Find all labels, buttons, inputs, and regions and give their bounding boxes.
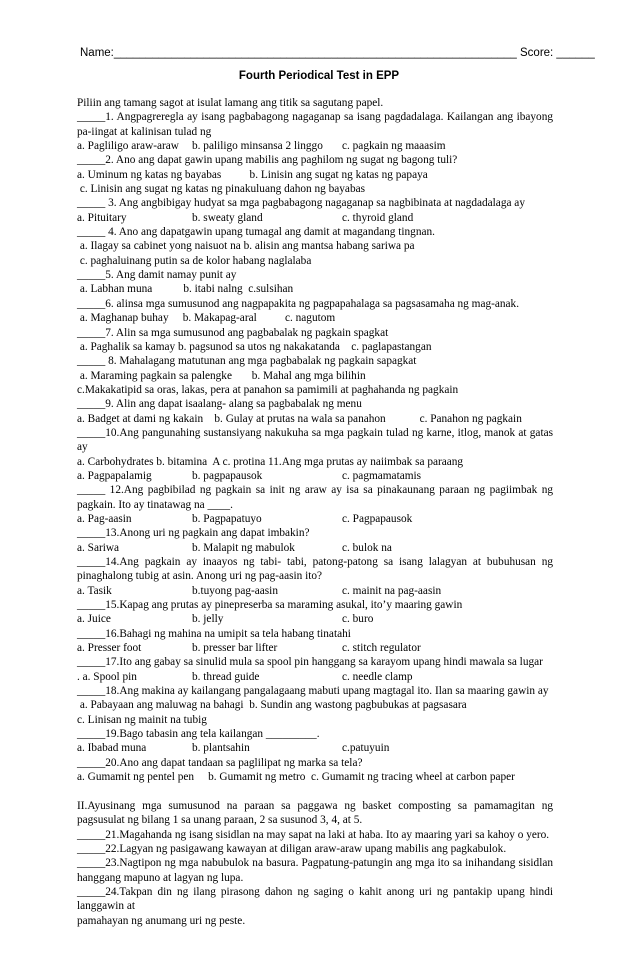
question-text: _____17.Ito ang gabay sa sinulid mula sa spool pin hanggang sa karayom upang hindi mawala sa lugar [77,656,543,669]
answer-options-line: a. Pabayaan ang maluwag na bahagi b. Sundin ang wastong pagbubukas at pagsasara [77,699,467,712]
answer-option: c. bulok na [342,541,392,554]
question-text: _____14.Ang pagkain ay inaayos ng tabi- tabi, patong-patong sa isang lalagyan at bubuhusan ng pinaghalong tubig at asin. Anong uri ng pag-aasin ito? [77,556,553,583]
ordering-item: pamahayan ng anumang uri ng peste. [77,914,246,927]
question-text: _____10.Ang pangunahing sustansiyang nakukuha sa mga pagkain tulad ng karne, itlog, manok at gatas ay [77,426,553,454]
ordering-item: _____23.Nagtipon ng mga nabubulok na basura. Pagpatung-patungin ang mga ito sa inihandang sisidlan hanggang mapuno at lagyan ng lupa. [77,857,553,884]
answer-options-line: a. Maraming pagkain sa palengke b. Mahal ang mga bilihin [77,369,366,382]
answer-option: c. buro [342,613,374,626]
answer-options [77,670,553,684]
answer-option: b.tuyong pag-aasin [192,584,278,597]
answer-options-line: c. Linisin ang sugat ng katas ng pinakuluang dahon ng bayabas [77,183,366,196]
answer-options-line: c. Linisan ng mainit na tubig [77,713,207,726]
question-text: _____2. Ano ang dapat gawin upang mabilis ang paghilom ng sugat ng bagong tuli? [77,154,458,167]
answer-option: c. mainit na pag-aasin [342,584,442,597]
answer-options [77,512,553,526]
answer-option: a. Juice [77,613,111,626]
answer-options [77,541,553,555]
instructions-part2: II.Ayusinang mga sumusunod na paraan sa paggawa ng basket composting sa pamamagitan ng pagsusulat ng bilang 1 sa unang paraan, 2 sa susunod 3, 4, at 5. [77,799,553,827]
answer-options-line: a. Labhan muna b. itabi nalng c.sulsihan [77,283,294,296]
name-score-line: Name:_______________________________________________________________ Score: ______ [80,47,595,59]
question-text: _____15.Kapag ang prutas ay pinepreserba sa maraming asukal, ito’y maaring gawin [77,599,463,612]
page-title: Fourth Periodical Test in EPP [238,70,400,82]
answer-option: a. Pituitary [77,211,127,224]
answer-option: b. Malapit ng mabulok [192,541,295,554]
answer-option: b. jelly [192,613,224,626]
part2-list [77,828,553,928]
answer-option: b. paliligo minsansa 2 linggo [192,140,323,153]
answer-options-line: a. Paghalik sa kamay b. pagsunod sa utos ng nakakatanda c. paglapastangan [77,340,432,353]
ordering-item: _____22.Lagyan ng pasigawang kawayan at diligan araw-araw upang mabilis ang pagkabulok. [77,842,507,855]
answer-option: c. thyroid gland [342,211,414,224]
answer-options-line: a. Gumamit ng pentel pen b. Gumamit ng metro c. Gumamit ng tracing wheel at carbon paper [77,771,515,784]
answer-options [77,211,553,225]
question-text: _____19.Bago tabasin ang tela kailangan _________. [77,728,320,741]
question-text: _____ 3. Ang angbibigay hudyat sa mga pagbabagong nagaganap sa nagbibinata at nagdadalaga ay [77,197,525,210]
answer-option: c. stitch regulator [342,642,421,655]
section-spacer [77,785,553,799]
answer-option: b. thread guide [192,670,260,683]
answer-options [77,612,553,626]
answer-options-line: a. Maghanap buhay b. Makapag-aral c. nagutom [77,312,336,325]
answer-options-line: a. Ilagay sa cabinet yong naisuot na b. alisin ang mantsa habang sariwa pa [77,240,415,253]
answer-options [77,469,553,483]
answer-option: c. pagkain ng maaasim [342,140,446,153]
answer-option: b. presser bar lifter [192,642,278,655]
question-text: _____18.Ang makina ay kailangang pangalagaang mabuti upang magtagal ito. Ilan sa maaring gawin ay [77,685,549,698]
question-text: _____13.Anong uri ng pagkain ang dapat imbakin? [77,527,310,540]
question-text: _____20.Ano ang dapat tandaan sa paglilipat ng marka sa tela? [77,756,363,769]
ordering-item: _____21.Magahanda ng isang sisidlan na may sapat na laki at haba. Ito ay maaring yari sa kahoy o yero. [77,828,550,841]
answer-options-line: c. paghaluinang putin sa de kolor habang naglalaba [77,254,312,267]
question-text: _____9. Alin ang dapat isaalang- alang sa pagbabalak ng menu [77,398,362,411]
answer-options-line: a. Carbohydrates b. bitamina A c. protina 11.Ang mga prutas ay naiimbak sa paraang [77,455,464,468]
answer-option: c. needle clamp [342,670,413,683]
ordering-item: _____24.Takpan din ng ilang pirasong dahon ng saging o kahit anong uri ng pantakip upang hindi langgawin at [77,885,553,913]
answer-option: b. pagpapausok [192,469,263,482]
answer-options [77,741,553,755]
question-text: _____ 4. Ano ang dapatgawin upang tumagal ang damit at magandang tingnan. [77,226,435,239]
question-text: _____6. alinsa mga sumusunod ang nagpapakita ng pagpapahalaga sa pagsasamaha ng mag-anak. [77,297,520,310]
answer-option: c.patuyuin [342,742,390,755]
answer-option: a. Presser foot [77,642,142,655]
answer-option: c. pagmamatamis [342,469,422,482]
question-text: _____ 8. Mahalagang matutunan ang mga pagbabalak ng pagkain sapagkat [77,355,417,368]
answer-options-line: a. Uminum ng katas ng bayabas b. Linisin ang sugat ng katas ng papaya [77,168,428,181]
answer-options [77,641,553,655]
question-text: _____5. Ang damit namay punit ay [77,269,237,282]
answer-options [77,584,553,598]
answer-option: b. sweaty gland [192,211,263,224]
answer-option: a. Sariwa [77,541,120,554]
instructions-part1: Piliin ang tamang sagot at isulat lamang ang titik sa sagutang papel. [77,97,384,109]
answer-option: a. Tasik [77,584,112,597]
question-text: _____1. Angpagreregla ay isang pagbabagong nagaganap sa isang pagdadalaga. Kailangan ang ibayong pa-iingat at kalinisan tulad ng [77,111,553,138]
answer-options [77,139,553,153]
answer-option: b. plantsahin [192,742,250,755]
answer-options-line: c.Makakatipid sa oras, lakas, pera at panahon sa pamimili at paghahanda ng pagkain [77,383,459,396]
answer-option: a. Pag-aasin [77,512,132,525]
question-text: _____7. Alin sa mga sumusunod ang pagbabalak ng pagkain spagkat [77,326,389,339]
answer-option: a. Pagpapalamig [77,469,152,482]
question-text: _____ 12.Ang pagbibilad ng pagkain sa init ng araw ay isa sa pinakaunang paraan ng pagiimbak ng pagkain. Ito ay tinatawag na ____. [77,484,553,511]
question-text: _____16.Bahagi ng mahina na umipit sa tela habang tinatahi [77,627,351,640]
answer-option: a. Ibabad muna [77,742,147,755]
question-list [77,110,553,784]
answer-options-line: a. Badget at dami ng kakain b. Gulay at prutas na wala sa panahon c. Panahon ng pagkain [77,412,522,425]
answer-option: b. Pagpapatuyo [192,512,262,525]
test-body [77,96,553,928]
answer-option: . a. Spool pin [77,670,137,683]
answer-option: a. Pagliligo araw-araw [77,140,179,153]
answer-option: c. Pagpapausok [342,512,413,525]
